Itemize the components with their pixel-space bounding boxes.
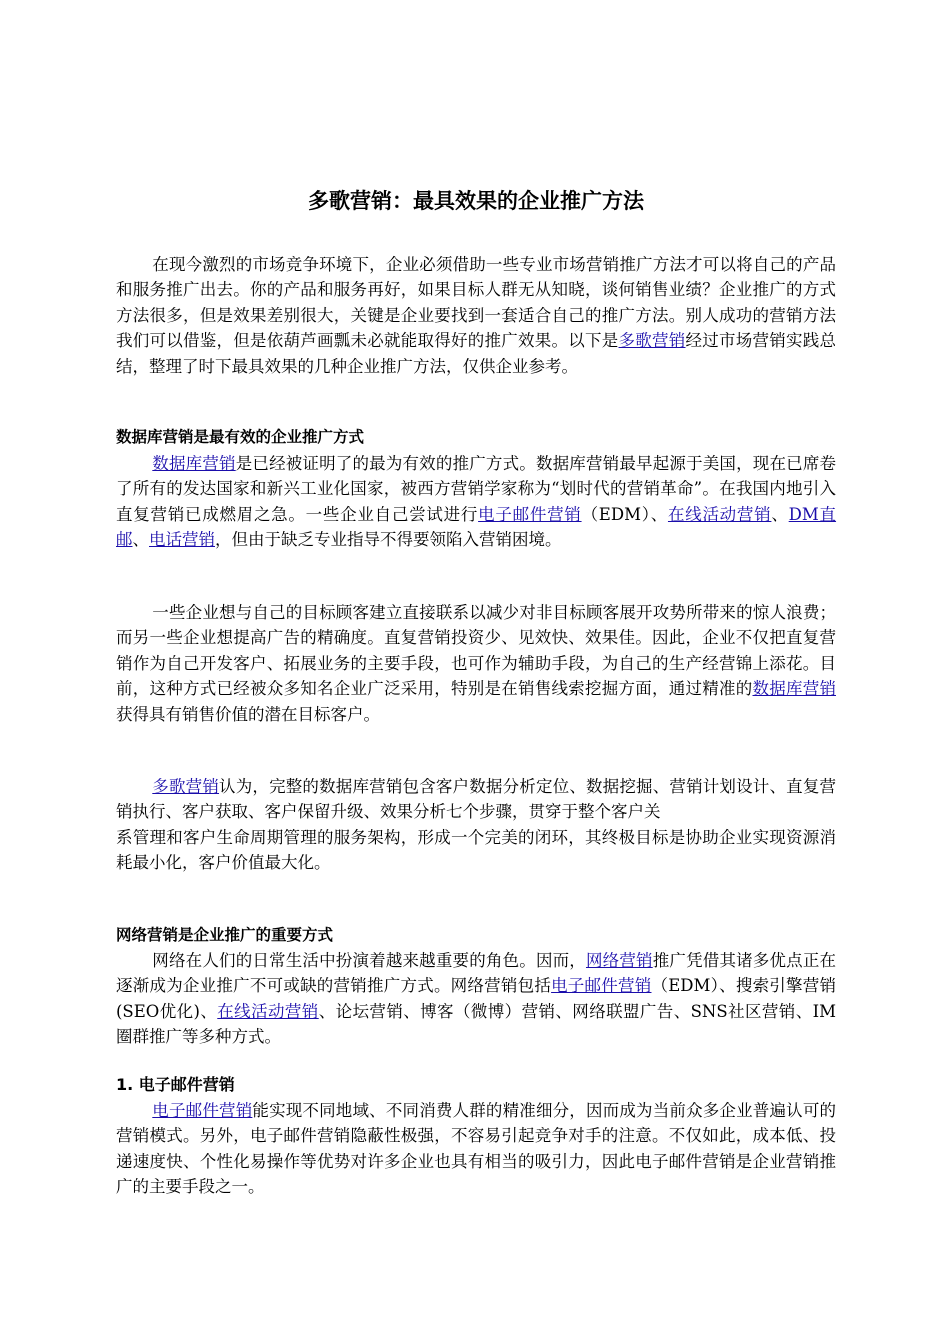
- db-text-1: 是已经被证明了的最为有效的推广方式。数据库营销最早起源于美国，现在已席卷了所有的发达国家和新兴工业化国家，被西方营销学家称为“划时代的营销革命”。在我国内地引入直复营销已成燃眉之急。一些企业自己尝试进行: [116, 454, 837, 524]
- email-text-1: 能实现不同地域、不同消费人群的精准细分，因而成为当前众多企业普遍认可的营销模式。另外，电子邮件营销隐蔽性极强，不容易引起竞争对手的注意。不仅如此，成本低、投递速度快、个性化易操作等优势对许多企业也具有相当的吸引力，因此电子邮件营销是企业营销推广的主要手段之一。: [116, 1101, 837, 1197]
- database-marketing-paragraph: [116, 451, 836, 553]
- net-text-1: 网络在人们的日常生活中扮演着越来越重要的角色。因而，: [152, 951, 586, 970]
- internet-marketing-paragraph: [116, 948, 836, 1050]
- online-event-marketing-link[interactable]: 在线活动营销: [667, 504, 772, 524]
- duoge-opinion-paragraph: [116, 774, 836, 876]
- dm-text-1: 一些企业想与自己的目标顾客建立直接联系以减少对非目标顾客展开攻势所带来的惊人浪费；而另一些企业想提高广告的精确度。直复营销投资少、见效快、效果佳。因此，企业不仅把直复营销作为自己开发客户、拓展业务的主要手段，也可作为辅助手段，为自己的生产经营锦上添花。目前，这种方式已经被众多知名企业广泛采用，特别是在销售线索挖掘方面，通过精准的: [116, 603, 836, 699]
- database-marketing-link[interactable]: 数据库营销: [152, 454, 236, 473]
- online-event-marketing-link-2[interactable]: 在线活动营销: [217, 1001, 319, 1021]
- email-marketing-link-3[interactable]: 电子邮件营销: [152, 1101, 253, 1120]
- email-marketing-link-2[interactable]: 电子邮件营销: [551, 976, 652, 996]
- net-text-2: 推广凭借其诸多优点正在逐渐成为企业推广不可或缺的营销推广方式。网络营销包括: [116, 951, 837, 996]
- duoge-marketing-link-2[interactable]: 多歌营销: [152, 777, 220, 796]
- db-text-5: ，但由于缺乏专业指导不得要领陷入营销困境。: [215, 530, 562, 550]
- telemarketing-link[interactable]: 电话营销: [149, 530, 215, 550]
- net-text-4: 、论坛营销、博客（微博）营销、网络联盟广告、SNS社区营销、IM圈群推广等多种方式。: [116, 1001, 837, 1047]
- email-marketing-link[interactable]: 电子邮件营销: [478, 504, 582, 524]
- internet-marketing-link[interactable]: 网络营销: [585, 951, 653, 970]
- email-marketing-paragraph: [116, 1098, 836, 1200]
- intro-text-1: 在现今激烈的市场竞争环境下，企业必须借助一些专业市场营销推广方法才可以将自己的产品和服务推广出去。你的产品和服务再好，如果目标人群无从知晓，谈何销售业绩？企业推广的方式方法很多，但是效果差别很大，关键是企业要找到一套适合自己的推广方法。别人成功的营销方法我们可以借鉴，但是依葫芦画瓢未必就能取得好的推广效果。以下是: [116, 255, 836, 351]
- opinion-text-2: 系管理和客户生命周期管理的服务架构，形成一个完美的闭环，其终极目标是协助企业实现资源消耗最小化，客户价值最大化。: [116, 827, 836, 873]
- net-text-3: （EDM）、搜索引擎营销(SEO优化)、: [116, 976, 837, 1021]
- section-heading-internet-marketing: 网络营销是企业推广的重要方式: [116, 926, 334, 944]
- opinion-text-1: 认为，完整的数据库营销包含客户数据分析定位、数据挖掘、营销计划设计、直复营销执行、客户获取、客户保留升级、效果分析七个步骤，贯穿于整个客户关: [116, 777, 837, 822]
- db-text-2: （EDM）、: [581, 504, 668, 524]
- db-text-3: 、: [771, 504, 789, 524]
- duoge-marketing-link[interactable]: 多歌营销: [618, 331, 686, 351]
- db-text-4: 、: [132, 530, 149, 550]
- document-title: 多歌营销：最具效果的企业推广方法: [308, 189, 644, 213]
- database-marketing-link-2[interactable]: 数据库营销: [752, 679, 836, 699]
- direct-marketing-paragraph: [116, 600, 836, 727]
- intro-paragraph: [116, 252, 836, 379]
- dm-text-2: 获得具有销售价值的潜在目标客户。: [116, 704, 380, 724]
- subheading-email-marketing: 1. 电子邮件营销: [116, 1075, 235, 1094]
- dm-direct-mail-link[interactable]: DM直邮: [116, 504, 837, 550]
- intro-text-2: 经过市场营销实践总结，整理了时下最具效果的几种企业推广方法，仅供企业参考。: [116, 331, 836, 376]
- section-heading-database-marketing: 数据库营销是最有效的企业推广方式: [116, 428, 365, 446]
